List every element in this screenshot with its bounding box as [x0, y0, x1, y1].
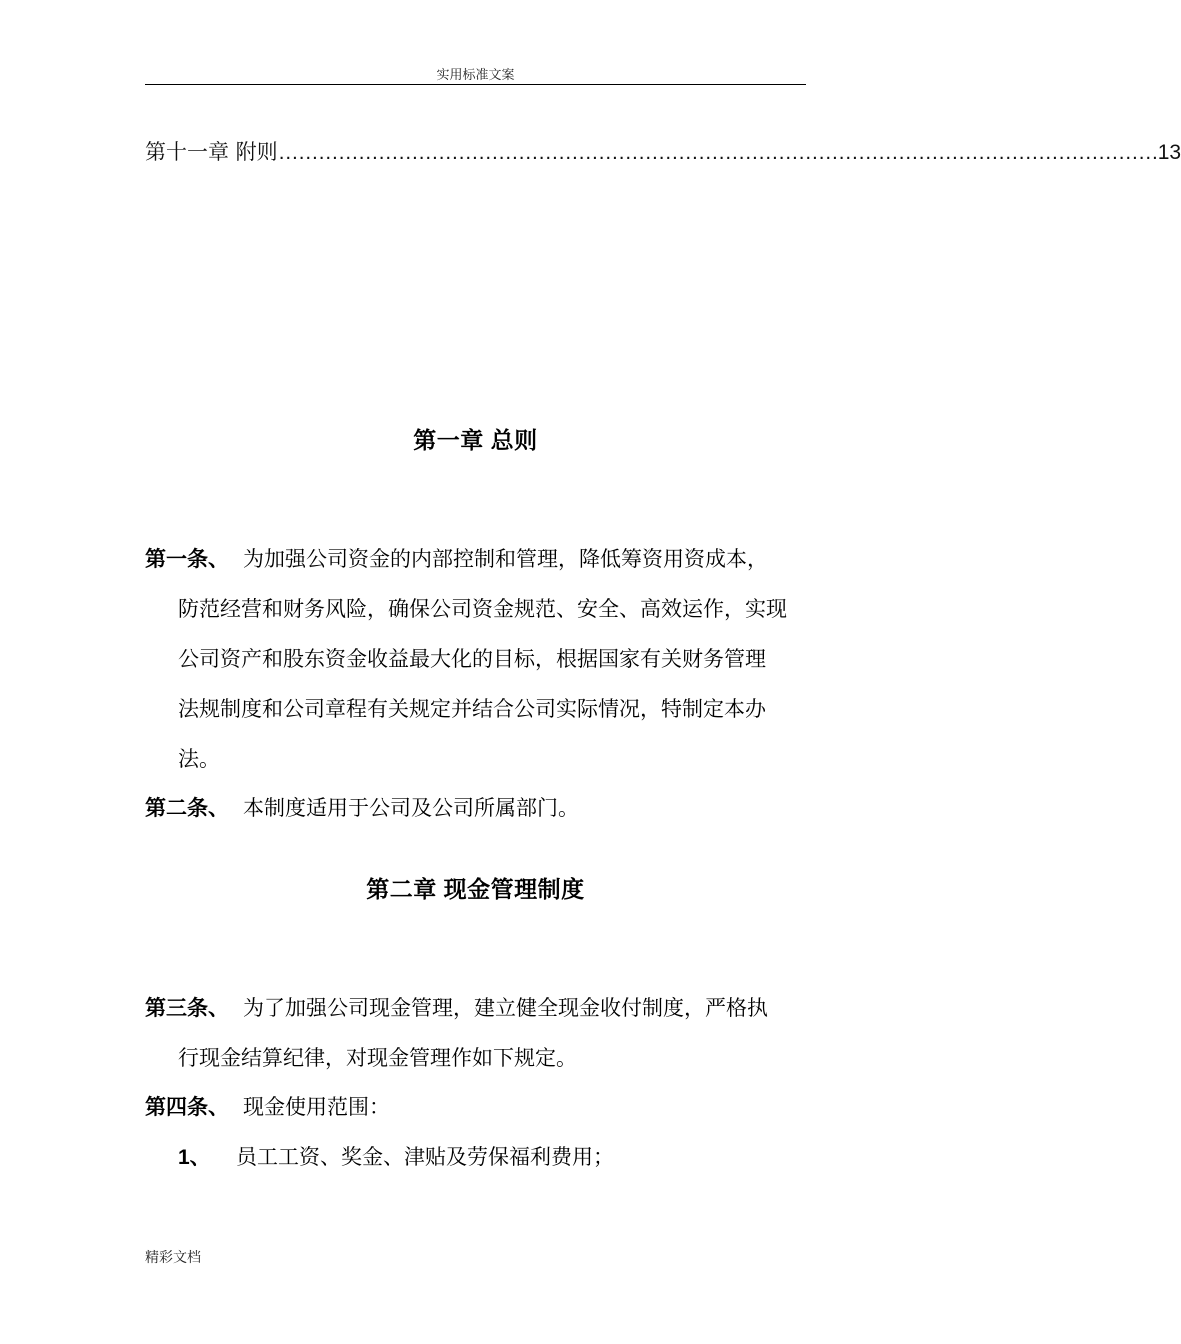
- page-footer: 精彩文档: [145, 1250, 201, 1266]
- article-text: 为加强公司资金的内部控制和管理，降低筹资用资成本，: [243, 548, 768, 571]
- article-text: 现金使用范围：: [243, 1096, 390, 1119]
- article-1: [145, 535, 806, 785]
- article-2-line: [145, 784, 806, 834]
- toc-entry-label: 第十一章 附则: [145, 140, 278, 164]
- article-1-line: 法规制度和公司章程有关规定并结合公司实际情况，特制定本办: [178, 698, 766, 721]
- article-label: 第三条、: [145, 997, 229, 1020]
- article-label: 第一条、: [145, 548, 229, 571]
- article-4-line: [145, 1083, 806, 1133]
- article-3-line: 行现金结算纪律，对现金管理作如下规定。: [178, 1047, 577, 1070]
- article-label: 第二条、: [145, 797, 229, 820]
- article-1-line: 公司资产和股东资金收益最大化的目标，根据国家有关财务管理: [178, 648, 766, 671]
- toc-entry: [145, 136, 1181, 166]
- list-item: [178, 1133, 806, 1183]
- list-item-text: 员工工资、奖金、津贴及劳保福利费用；: [236, 1146, 614, 1169]
- article-1-line: 防范经营和财务风险，确保公司资金规范、安全、高效运作，实现: [178, 598, 787, 621]
- article-3-line: [145, 984, 806, 1034]
- toc-leader-dots: ……………………………………………………………………………………………………………………: [277, 141, 1158, 164]
- article-1-line: 法。: [178, 748, 220, 771]
- header-divider: [145, 84, 806, 85]
- article-2: [145, 784, 806, 834]
- chapter-title: 第一章 总则: [413, 427, 538, 453]
- article-text: 为了加强公司现金管理，建立健全现金收付制度，严格执: [243, 997, 768, 1020]
- toc-page-number: 13: [1157, 141, 1181, 164]
- article-label: 第四条、: [145, 1096, 229, 1119]
- chapter-title: 第二章 现金管理制度: [366, 876, 585, 902]
- page-header: 实用标准文案: [436, 68, 515, 83]
- list-item-number: 1、: [178, 1146, 211, 1169]
- article-4: [145, 1083, 806, 1133]
- article-text: 本制度适用于公司及公司所属部门。: [243, 797, 579, 820]
- article-3: [145, 984, 806, 1084]
- article-1-line: [145, 535, 806, 585]
